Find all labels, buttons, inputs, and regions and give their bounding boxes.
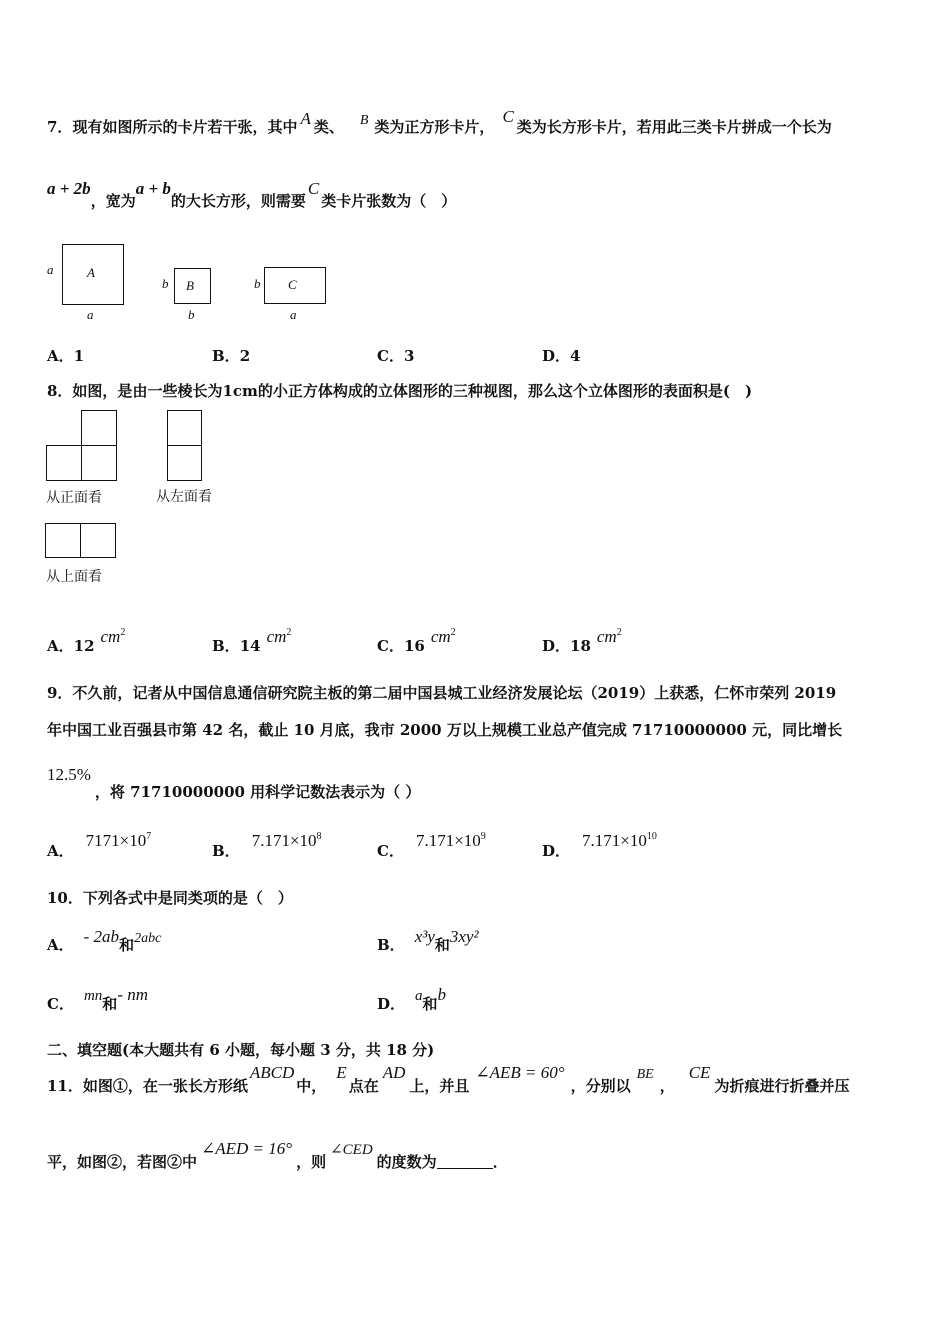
- q10-option-d[interactable]: D． a和b: [377, 985, 447, 1013]
- q9-percent: 12.5%: [47, 765, 91, 784]
- q8-front-caption: 从正面看: [46, 490, 102, 506]
- q9-option-b[interactable]: B．$7.171\times 10^8$: [212, 831, 322, 860]
- card-a-label: A: [87, 265, 95, 280]
- q7-text-2b: 的大长方形，则需要: [170, 192, 306, 210]
- q11-answer-blank[interactable]: [437, 1154, 493, 1169]
- q7-var-a: A: [300, 109, 311, 128]
- q7-expr-length: a + 2b: [47, 179, 91, 198]
- q8-option-c[interactable]: C．16 $cm^2$: [377, 627, 456, 655]
- q7-line2: [47, 179, 457, 210]
- q9-line3-text: ，将 71710000000 用科学记数法表示为（ ）: [94, 783, 421, 801]
- card-b-label: B: [186, 278, 194, 293]
- q10-option-a[interactable]: A． - 2ab和2abc: [47, 927, 162, 954]
- q7-text-1b: 类、: [313, 118, 344, 136]
- card-a-side-label: a: [47, 262, 54, 277]
- q10-option-b[interactable]: B． x³y和3xy²: [377, 927, 479, 954]
- q9-line2: 年中国工业百强县市第 42 名，截止 10 月底，我市 2000 万以上规模工业总产值完成 71710000000 元，同比增长: [47, 721, 843, 739]
- q7-line1: [47, 107, 832, 137]
- q10-option-c[interactable]: C． mn和- nm: [47, 985, 149, 1013]
- q7-text-1c: 类为正方形卡片，: [374, 118, 495, 136]
- q8-left-caption: 从左面看: [156, 489, 212, 505]
- q11-line1: 11．如图①，在一张长方形纸ABCD中，E点在AD上，并且∠AEB = 60°，分别以BE，CE为折痕进行折叠并压: [47, 1063, 850, 1095]
- unit-cm: cm: [430, 627, 451, 646]
- q7-expr-width: a + b: [135, 179, 171, 198]
- q7-var-b: B: [359, 113, 369, 128]
- q7-option-c[interactable]: C．3: [377, 347, 415, 365]
- q7-text-2a: ，宽为: [90, 192, 136, 210]
- q11-line2: 平，如图②，若图②中∠AED = 16°，则∠CED的度数为 ．: [47, 1139, 508, 1171]
- q7-option-d[interactable]: D．4: [542, 347, 581, 365]
- q9-option-c[interactable]: C．$7.171\times 10^9$: [377, 831, 486, 860]
- q9-line1: 9．不久前，记者从中国信息通信研究院主板的第二届中国县城工业经济发展论坛（2019）上获悉，仁怀市荣列 2019: [47, 684, 837, 702]
- card-b-side-label: b: [162, 276, 169, 291]
- unit-cm: cm: [266, 627, 287, 646]
- q7-option-b[interactable]: B．2: [212, 347, 251, 365]
- section2-heading: 二、填空题(本大题共有 6 小题，每小题 3 分，共 18 分): [47, 1041, 435, 1059]
- q7-var-c2: C: [307, 179, 320, 198]
- q10-stem: 10．下列各式中是同类项的是（ ）: [47, 889, 293, 907]
- q7-text-1d: 类为长方形卡片，若用此三类卡片拼成一个长为: [516, 118, 832, 136]
- q9-option-d[interactable]: D．$7.171\times 10^{10}$: [542, 831, 657, 860]
- card-c-bottom-label: a: [290, 307, 297, 322]
- q7-option-a[interactable]: A．1: [47, 347, 85, 365]
- q8-option-a[interactable]: A．12 $cm^2$: [47, 627, 126, 655]
- q7-var-c: C: [502, 107, 514, 126]
- q8-option-b[interactable]: B．14 $cm^2$: [212, 627, 292, 655]
- q7-number: 7．: [47, 118, 73, 136]
- q9-line3: [47, 765, 421, 801]
- q9-option-a[interactable]: A．$7171\times 10^7$: [47, 831, 152, 860]
- q7-text-2c: 类卡片张数为（ ）: [321, 192, 457, 210]
- q8-stem: 8．如图，是由一些棱长为1cm的小正方体构成的立体图形的三种视图，那么这个立体图形的表面积是( ): [47, 382, 753, 400]
- card-b-bottom-label: b: [188, 307, 195, 322]
- q7-text-1a: 现有如图所示的卡片若干张，其中: [72, 118, 298, 136]
- q8-top-caption: 从上面看: [46, 569, 102, 585]
- card-c-side-label: b: [254, 276, 261, 291]
- card-a-bottom-label: a: [87, 307, 94, 322]
- unit-cm: cm: [100, 627, 121, 646]
- card-c-label: C: [288, 277, 297, 292]
- unit-cm: cm: [596, 627, 617, 646]
- q8-option-d[interactable]: D．18 $cm^2$: [542, 627, 622, 655]
